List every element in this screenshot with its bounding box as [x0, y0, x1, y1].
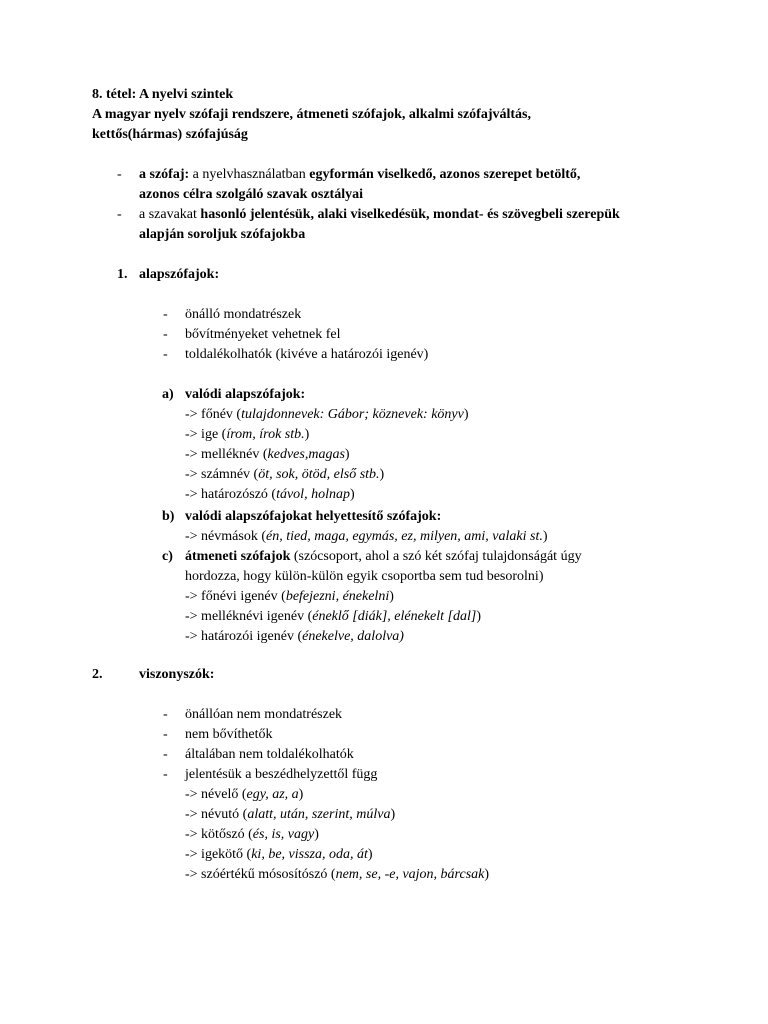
intro-bullet-2-cont: alapján soroljuk szófajokba — [139, 227, 306, 242]
item-close: ) — [389, 589, 394, 604]
item-example: alatt, után, szerint, múlva — [247, 807, 391, 822]
item-label: -> kötőszó ( — [185, 827, 253, 842]
section-1-number: 1. — [117, 267, 128, 282]
item-label: -> főnév ( — [185, 407, 242, 422]
item-label: -> igekötő ( — [185, 847, 252, 862]
section-2-number: 2. — [92, 667, 103, 682]
s1-bullet-3: toldalékolhatók (kivéve a határozói igenév) — [185, 347, 429, 362]
item-close: ) — [349, 487, 355, 502]
s2-bullet-1: önállóan nem mondatrészek — [185, 707, 343, 722]
intro-bullet-2 — [139, 206, 620, 224]
item-label: -> névelő ( — [185, 787, 247, 802]
item-example: és, is, vagy — [252, 827, 315, 842]
subsection-c-heading-line — [185, 548, 582, 566]
item-close: ) — [298, 787, 304, 802]
list-dash: - — [163, 347, 168, 362]
c-item-1 — [185, 588, 394, 606]
item-label: -> névmások ( — [185, 529, 266, 544]
item-example: nem, se, -e, vajon, bárcsak — [335, 867, 485, 882]
item-example: énekelve, dalolva) — [302, 629, 404, 644]
item-close: ) — [542, 529, 548, 544]
a-item-3 — [185, 446, 350, 464]
text: a nyelvhasználatban — [189, 167, 310, 182]
s2-bullet-2: nem bővíthetők — [185, 727, 273, 742]
s1-bullet-2: bővítményeket vehetnek fel — [185, 327, 341, 342]
c-item-2 — [185, 608, 481, 626]
item-example: éneklő [diák], elénekelt [dal] — [312, 609, 477, 624]
item-close: ) — [484, 867, 490, 882]
item-example: én, tied, maga, egymás, ez, milyen, ami, valaki st. — [266, 529, 543, 544]
s2-item-2 — [185, 806, 395, 824]
s2-item-1 — [185, 786, 303, 804]
list-dash: - — [163, 307, 168, 322]
s2-bullet-3: általában nem toldalékolhatók — [185, 747, 354, 762]
emphasis: egyformán viselkedő, azonos szerepet betöltő, — [309, 167, 581, 182]
item-label: -> határozószó ( — [185, 487, 277, 502]
section-2-heading: viszonyszók: — [139, 667, 215, 682]
s1-bullet-1: önálló mondatrészek — [185, 307, 302, 322]
item-example: tulajdonnevek: Gábor; köznevek: könyv — [241, 407, 464, 422]
item-close: ) — [463, 407, 469, 422]
item-example: egy, az, a — [246, 787, 299, 802]
subsection-a-heading: valódi alapszófajok: — [185, 387, 306, 402]
item-close: ) — [476, 609, 481, 624]
subsection-a-letter: a) — [162, 387, 174, 402]
text: a szavakat — [139, 207, 201, 222]
a-item-2 — [185, 426, 309, 444]
item-close: ) — [379, 467, 385, 482]
item-close: ) — [314, 827, 319, 842]
term: a szófaj: — [139, 167, 190, 182]
subsection-c-desc-cont: hordozza, hogy külön-külön egyik csoportba sem tud besorolni) — [185, 569, 544, 584]
list-dash: - — [163, 767, 168, 782]
list-dash: - — [163, 707, 168, 722]
subsection-c-heading: átmeneti szófajok — [185, 549, 291, 564]
item-example: távol, holnap — [276, 487, 350, 502]
s2-item-3 — [185, 826, 319, 844]
c-item-3 — [185, 628, 404, 646]
title-line-3: kettős(hármas) szófajúság — [92, 127, 248, 142]
intro-dash-2: - — [117, 207, 122, 222]
item-label: -> számnév ( — [185, 467, 259, 482]
a-item-1 — [185, 406, 469, 424]
item-label: -> névutó ( — [185, 807, 248, 822]
intro-bullet-1 — [139, 166, 580, 184]
s2-item-4 — [185, 846, 373, 864]
list-dash: - — [163, 327, 168, 342]
subsection-c-letter: c) — [162, 549, 173, 564]
item-label: -> melléknévi igenév ( — [185, 609, 313, 624]
item-label: -> szóértékű mósosítószó ( — [185, 867, 336, 882]
item-example: írom, írok stb. — [226, 427, 305, 442]
b-item-1 — [185, 528, 548, 546]
subsection-b-heading: valódi alapszófajokat helyettesítő szófajok: — [185, 509, 442, 524]
subsection-b-letter: b) — [162, 509, 175, 524]
item-label: -> határozói igenév ( — [185, 629, 303, 644]
intro-dash-1: - — [117, 167, 122, 182]
item-example: befejezni, énekelni — [285, 589, 390, 604]
item-close: ) — [304, 427, 310, 442]
title-line-2: A magyar nyelv szófaji rendszere, átmeneti szófajok, alkalmi szófajváltás, — [92, 107, 531, 122]
section-1-heading: alapszófajok: — [139, 267, 220, 282]
list-dash: - — [163, 747, 168, 762]
a-item-4 — [185, 466, 384, 484]
item-example: ki, be, vissza, oda, át — [251, 847, 368, 862]
list-dash: - — [163, 727, 168, 742]
s2-item-5 — [185, 866, 489, 884]
title-line-1: 8. tétel: A nyelvi szintek — [92, 87, 234, 102]
item-label: -> ige ( — [185, 427, 227, 442]
item-close: ) — [390, 807, 396, 822]
item-label: -> melléknév ( — [185, 447, 268, 462]
item-example: öt, sok, ötöd, első stb. — [258, 467, 380, 482]
item-label: -> főnévi igenév ( — [185, 589, 286, 604]
subsection-c-desc: (szócsoport, ahol a szó két szófaj tulajdonságát úgy — [290, 549, 582, 564]
intro-bullet-1-cont: azonos célra szolgáló szavak osztályai — [139, 187, 363, 202]
item-close: ) — [367, 847, 373, 862]
s2-bullet-4: jelentésük a beszédhelyzettől függ — [185, 767, 378, 782]
item-close: ) — [344, 447, 350, 462]
a-item-5 — [185, 486, 355, 504]
item-example: kedves,magas — [267, 447, 345, 462]
emphasis: hasonló jelentésük, alaki viselkedésük, mondat- és szövegbeli szerepük — [200, 207, 620, 222]
